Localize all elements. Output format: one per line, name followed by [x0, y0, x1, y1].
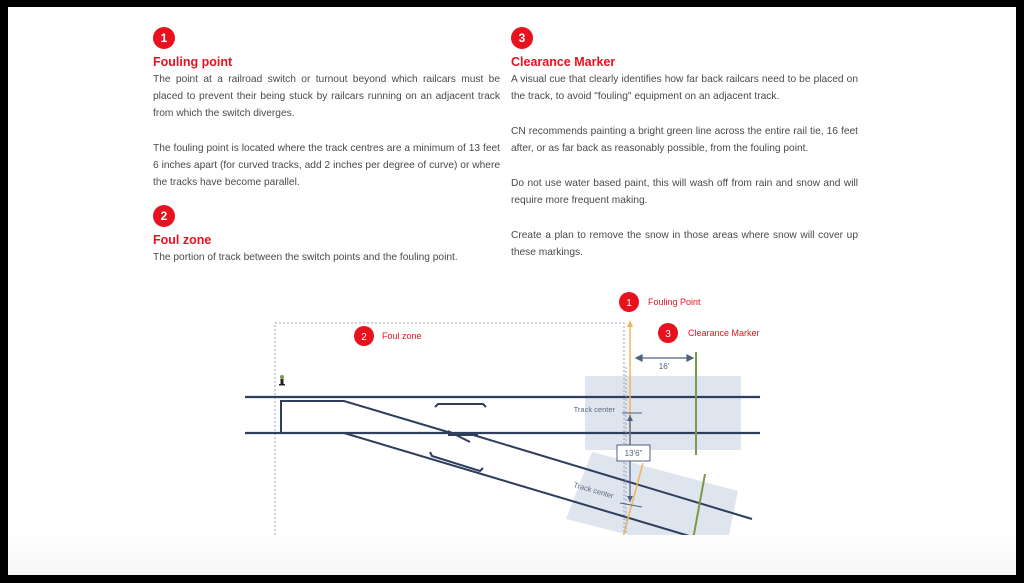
track-diagram: [8, 7, 1016, 575]
fouling-point-definition: The point at a railroad switch or turnout beyond which railcars must be placed to prevent their being stuck by railcars running on an adjacent track from which the switch diverges.: [153, 74, 500, 119]
dimension-16-arrow: [636, 355, 693, 361]
clearance-marker-callout: Clearance Marker: [688, 328, 760, 338]
number-badge-1: 1: [153, 27, 175, 49]
fouling-point-badge-number: 1: [626, 298, 632, 309]
foul-zone-heading: Foul zone: [153, 233, 212, 247]
clearance-marker-definition: A visual cue that clearly identifies how far back railcars need to be placed on the track, to avoid "fouling" equipment on an adjacent track.: [511, 74, 858, 102]
switch-point-rail: [281, 401, 458, 435]
clearance-marker-recommendation: CN recommends painting a bright green line across the entire rail tie, 16 feet after, or as far back as reasonably possible, from the fouling point.: [511, 126, 858, 154]
dimension-16-label: 16': [658, 362, 670, 371]
clearance-marker-paint-note: Do not use water based paint, this will wash off from rain and snow and will require more frequent making.: [511, 178, 858, 206]
foul-zone-callout: Foul zone: [382, 331, 422, 341]
number-badge-2: 2: [153, 205, 175, 227]
fouling-point-callout: Fouling Point: [648, 297, 701, 307]
fouling-point-heading: Fouling point: [153, 55, 233, 69]
page: [8, 7, 1016, 575]
foul-zone-definition: The portion of track between the switch points and the fouling point.: [153, 252, 458, 263]
clearance-marker-snow-note: Create a plan to remove the snow in those areas where snow will cover up these markings.: [511, 230, 858, 258]
fouling-point-arrow: [627, 320, 633, 327]
number-badge-3: 3: [511, 27, 533, 49]
signal-icon: [279, 375, 285, 386]
upper-guard-rail: [435, 404, 486, 407]
foul-zone-badge-number: 2: [361, 332, 367, 343]
track-center-label-lower: Track center: [572, 480, 615, 501]
fouling-point-location: The fouling point is located where the track centres are a minimum of 13 feet 6 inches apart (for curved tracks, add 2 inches per degree of curve) or where the tracks have become parallel.: [153, 143, 500, 188]
clearance-marker-heading: Clearance Marker: [511, 55, 616, 69]
dimension-13-6-label: 13'6": [624, 449, 643, 458]
clearance-marker-badge-number: 3: [665, 329, 671, 340]
track-center-label-upper: Track center: [573, 405, 615, 414]
